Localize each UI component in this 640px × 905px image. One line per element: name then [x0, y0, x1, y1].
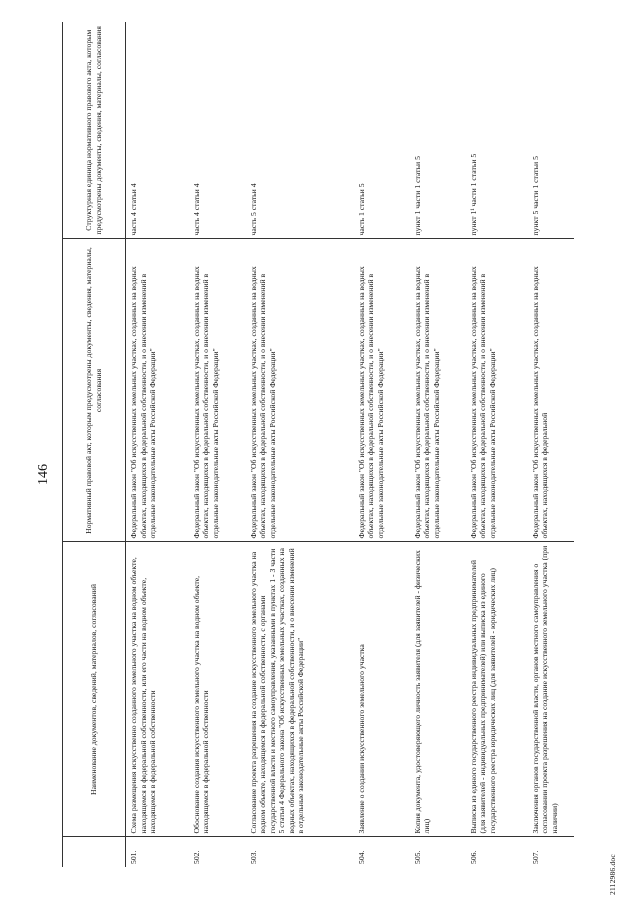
row-number: 505. [412, 850, 422, 864]
table-row [189, 22, 246, 867]
register-table [62, 22, 574, 867]
row-number: 504. [356, 850, 366, 864]
legal-act: Федеральный закон "Об искусственных земельных участках, созданных на водных объектах, находящихся в федеральной собственности, и о внесении изменений в отдельные законодательные акты Российской Федерации" [126, 239, 189, 542]
structural-unit: пункт 5 части 1 статьи 5 [528, 22, 574, 239]
table-row [354, 22, 410, 867]
document-name: Схема размещения искусственно созданного земельного участка на водном объекте, находящемся в федеральной собственности, или его части на водном объекте, находящемся в федеральной собственности [126, 542, 189, 837]
legal-act: Федеральный закон "Об искусственных земельных участках, созданных на водных объектах, находящихся в федеральной собственности, и о внесении изменений в отдельные законодательные акты Российской Федерации" [410, 239, 466, 542]
header-unit: Структурная единица нормативного правового акта, которым предусмотрены документы, сведения, материалы, согласования [63, 22, 126, 239]
document-name: Согласование проекта разрешения на создание искусственного земельного участка на водном объекте, находящемся в федеральной собственности, с органами государственной власти и местного самоуправления, указанными в пунктах 1 - 3 части 5 статьи 4 Федерального закона "Об искусственных земельных участках, созданных на водных объектах, находящихся в федеральной собственности, и о внесении изменений в отдельные законодательные акты Российской Федерации" [246, 542, 354, 837]
document-name: Выписка из единого государственного реестра индивидуальных предпринимателей (для заявителей - индивидуальных предпринимателей) или выписка из единого государственного реестра юридических лиц (для заявителей - юридических лиц) [466, 542, 528, 837]
legal-act: Федеральный закон "Об искусственных земельных участках, созданных на водных объектах, находящихся в федеральной собственности, и о внесении изменений в отдельные законодательные акты Российской Федерации" [466, 239, 528, 542]
table-row [126, 22, 189, 867]
legal-act: Федеральный закон "Об искусственных земельных участках, созданных на водных объектах, находящихся в федеральной [528, 239, 574, 542]
legal-act: Федеральный закон "Об искусственных земельных участках, созданных на водных объектах, находящихся в федеральной собственности, и о внесении изменений в отдельные законодательные акты Российской Федерации" [189, 239, 246, 542]
structural-unit: пункт 1¹ части 1 статьи 5 [466, 22, 528, 239]
table-row [466, 22, 528, 867]
row-number: 501. [129, 850, 138, 864]
table-header [63, 22, 126, 867]
structural-unit: часть 4 статьи 4 [189, 22, 246, 239]
document-name: Обоснование создания искусственного земельного участка на водном объекте, находящемся в федеральной собственности [189, 542, 246, 837]
row-number: 502. [191, 850, 201, 864]
legal-act: Федеральный закон "Об искусственных земельных участках, созданных на водных объектах, находящихся в федеральной собственности, и о внесении изменений в отдельные законодательные акты Российской Федерации" [354, 239, 410, 542]
table-row [410, 22, 466, 867]
row-number: 503. [248, 850, 258, 864]
page-number: 146 [36, 464, 51, 485]
row-number: 506. [468, 850, 478, 864]
table-row [246, 22, 354, 867]
header-name: Наименование документов, сведений, материалов, согласований [63, 542, 126, 837]
structural-unit: часть 5 статьи 4 [246, 22, 354, 239]
header-act: Нормативный правовой акт, которым предусмотрены документы, сведения, материалы, согласования [63, 239, 126, 542]
structural-unit: пункт 1 части 1 статьи 5 [410, 22, 466, 239]
header-num [63, 837, 126, 867]
document-id: 2112986.doc [608, 854, 617, 895]
document-name: Копия документа, удостоверяющего личность заявителя (для заявителей - физических лиц) [410, 542, 466, 837]
legal-act: Федеральный закон "Об искусственных земельных участках, созданных на водных объектах, находящихся в федеральной собственности, и о внесении изменений в отдельные законодательные акты Российской Федерации" [246, 239, 354, 542]
structural-unit: часть 4 статьи 4 [126, 22, 189, 239]
table-row [528, 22, 574, 867]
structural-unit: часть 1 статьи 5 [354, 22, 410, 239]
document-name: Заключения органов государственной власти, органов местного самоуправления о согласовании проекта разрешения на создание искусственного земельного участка (при наличии) [528, 542, 574, 837]
row-number: 507. [530, 850, 540, 864]
document-name: Заявление о создании искусственного земельного участка [354, 542, 410, 837]
